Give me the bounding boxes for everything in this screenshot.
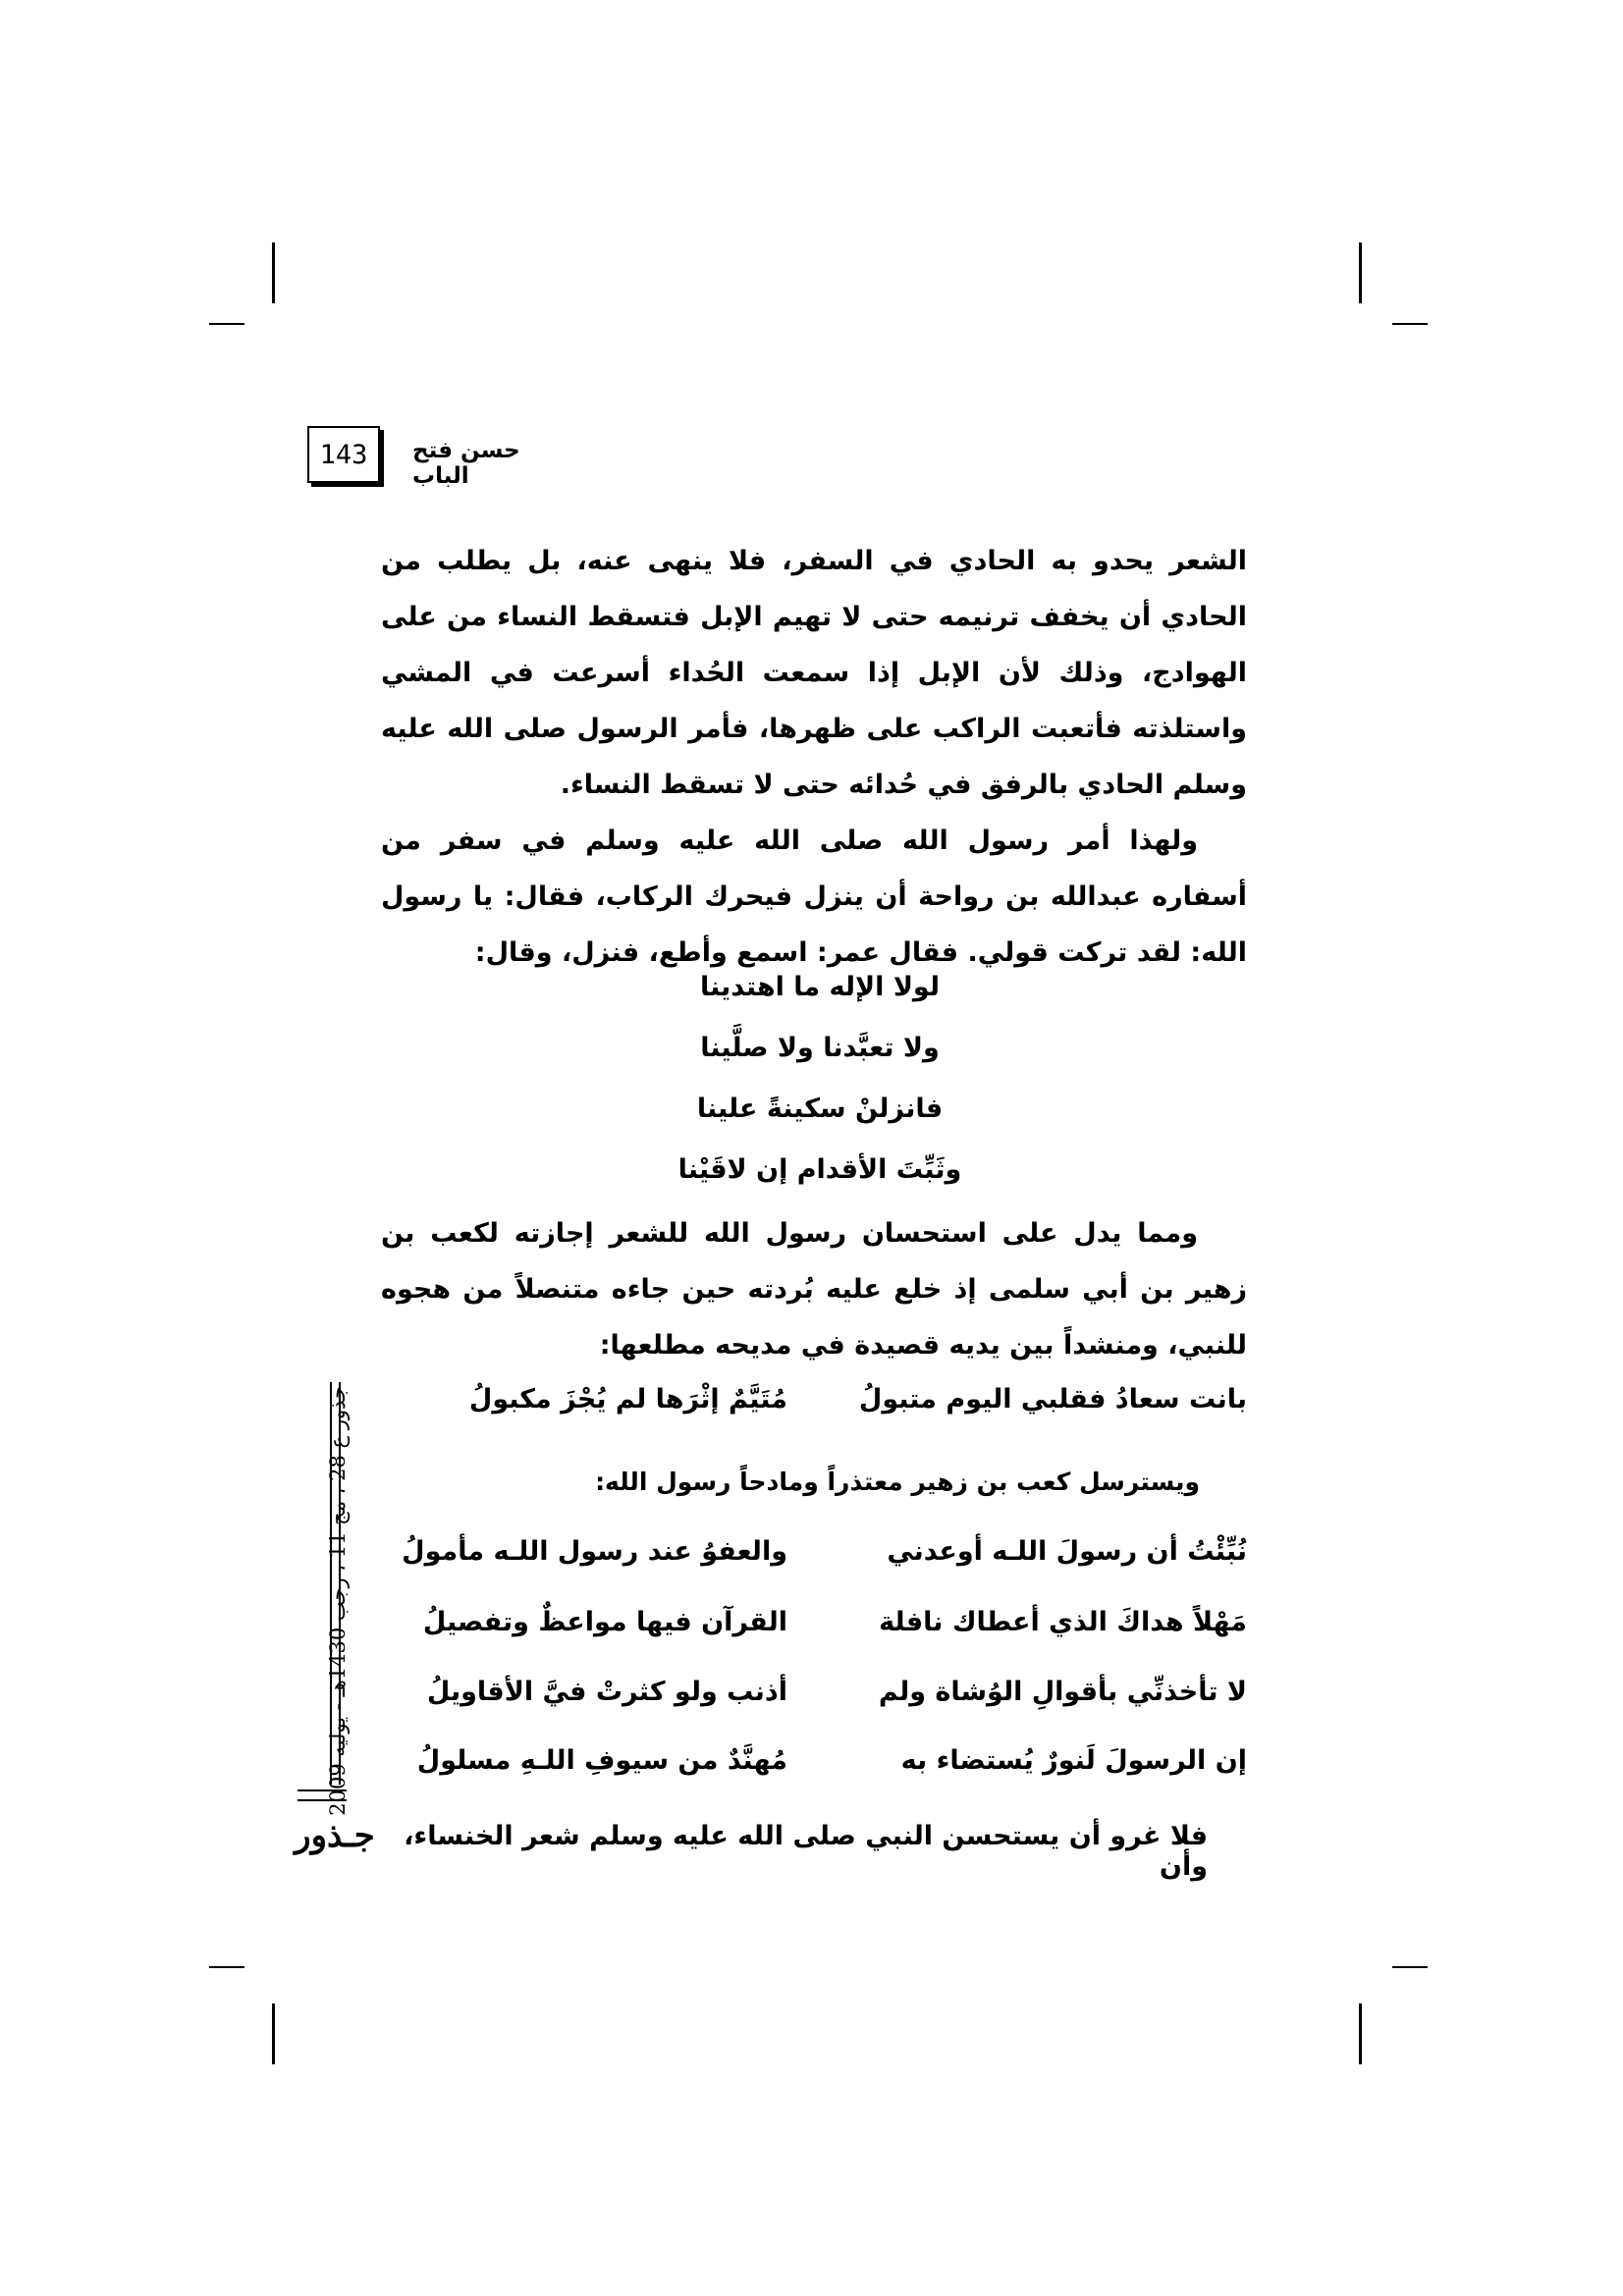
journal-issue-caption: جذور ع 28 ، مج 11 ، رجب 1430هـ - يوليه 2009 <box>326 1386 350 1816</box>
crop-mark <box>209 1966 244 1968</box>
hemistich-first: نُبِّئْتُ أن رسولَ اللـه أوعدني <box>887 1536 1247 1567</box>
running-header-author <box>412 438 555 489</box>
hemistich-second: القرآن فيها مواعظٌ وتفصيلُ <box>422 1607 787 1637</box>
hemistich-first: لا تأخذنِّي بأقوالِ الوُشاة ولم <box>878 1677 1247 1707</box>
verse-line: وثَبِّتَ الأقدام إن لاقَيْنا <box>677 1154 962 1185</box>
body-text <box>381 1205 1247 1373</box>
poem-couplet <box>385 1677 1247 1726</box>
body-text <box>381 533 1247 981</box>
hemistich-second: والعفوُ عند رسول اللـه مأمولُ <box>402 1536 787 1567</box>
hemistich-first: مَهْلاً هداكَ الذي أعطاك نافلة <box>879 1607 1247 1637</box>
paragraph: ومما يدل على استحسان رسول الله للشعر إجازته لكعب بن زهير بن أبي سلمى إذ خلع عليه بُردته حين جاءه متنصلاً من هجوه للنبي، ومنشداً بين يديه قصيدة في مديحه مطلعها: <box>381 1218 1247 1361</box>
hemistich-first: إن الرسولَ لَنورٌ يُستضاء به <box>900 1745 1247 1776</box>
crop-mark <box>1392 1966 1428 1968</box>
verse-line: فانزلنْ سكينةً علينا <box>696 1094 944 1124</box>
verse-line: ولا تعبَّدنا ولا صلَّينا <box>700 1033 940 1063</box>
crop-mark <box>272 2003 275 2064</box>
poem-couplet <box>385 1536 1247 1585</box>
side-caption <box>320 1386 355 1816</box>
intro-line: ويسترسل كعب بن زهير معتذراً ومادحاً رسول الله: <box>595 1468 1200 1496</box>
page-number: 143 <box>307 426 380 483</box>
poem-couplet <box>385 1607 1247 1656</box>
poem-couplet <box>385 1384 1247 1433</box>
hemistich-first: بانت سعادُ فقلبي اليوم متبولُ <box>858 1384 1247 1415</box>
poem-couplet <box>385 1745 1247 1794</box>
crop-mark <box>209 323 244 325</box>
paragraph: الشعر يحدو به الحادي في السفر، فلا ينهى عنه، بل يطلب من الحادي أن يخفف ترنيمه حتى لا تهيم الإبل فتسقط النساء من على الهوادج، وذلك لأن الإبل إذا سمعت الحُداء أسرعت في المشي واستلذته فأتعبت الراكب على ظهرها، فأمر الرسول صلى الله عليه وسلم الحادي بالرفق في حُدائه حتى لا تسقط النساء. <box>381 546 1247 800</box>
crop-mark <box>1392 323 1428 325</box>
crop-mark <box>1359 2003 1362 2064</box>
closing-line: فلا غرو أن يستحسن النبي صلى الله عليه وسلم شعر الخنساء، وأن <box>404 1821 1208 1882</box>
author-name: حسن فتح الباب <box>412 438 520 489</box>
hemistich-second: مُتَيَّمٌ إثْرَها لم يُجْزَ مكبولُ <box>468 1384 787 1415</box>
hemistich-second: أذنب ولو كثرتْ فيَّ الأقاويلُ <box>426 1677 787 1707</box>
crop-mark <box>1359 242 1362 303</box>
paragraph: ولهذا أمر رسول الله صلى الله عليه وسلم في سفر من أسفاره عبدالله بن رواحة أن ينزل فيحرك الركاب، فقال: يا رسول الله: لقد تركت قولي. فقال عمر: اسمع وأطع، فنزل، وقال: <box>381 826 1247 968</box>
verse-line: لولا الإله ما اهتدينا <box>700 972 940 1002</box>
journal-logo: جـذور <box>295 1816 375 1855</box>
hemistich-second: مُهنَّدٌ من سيوفِ اللـهِ مسلولُ <box>416 1745 787 1776</box>
crop-mark <box>272 242 275 303</box>
